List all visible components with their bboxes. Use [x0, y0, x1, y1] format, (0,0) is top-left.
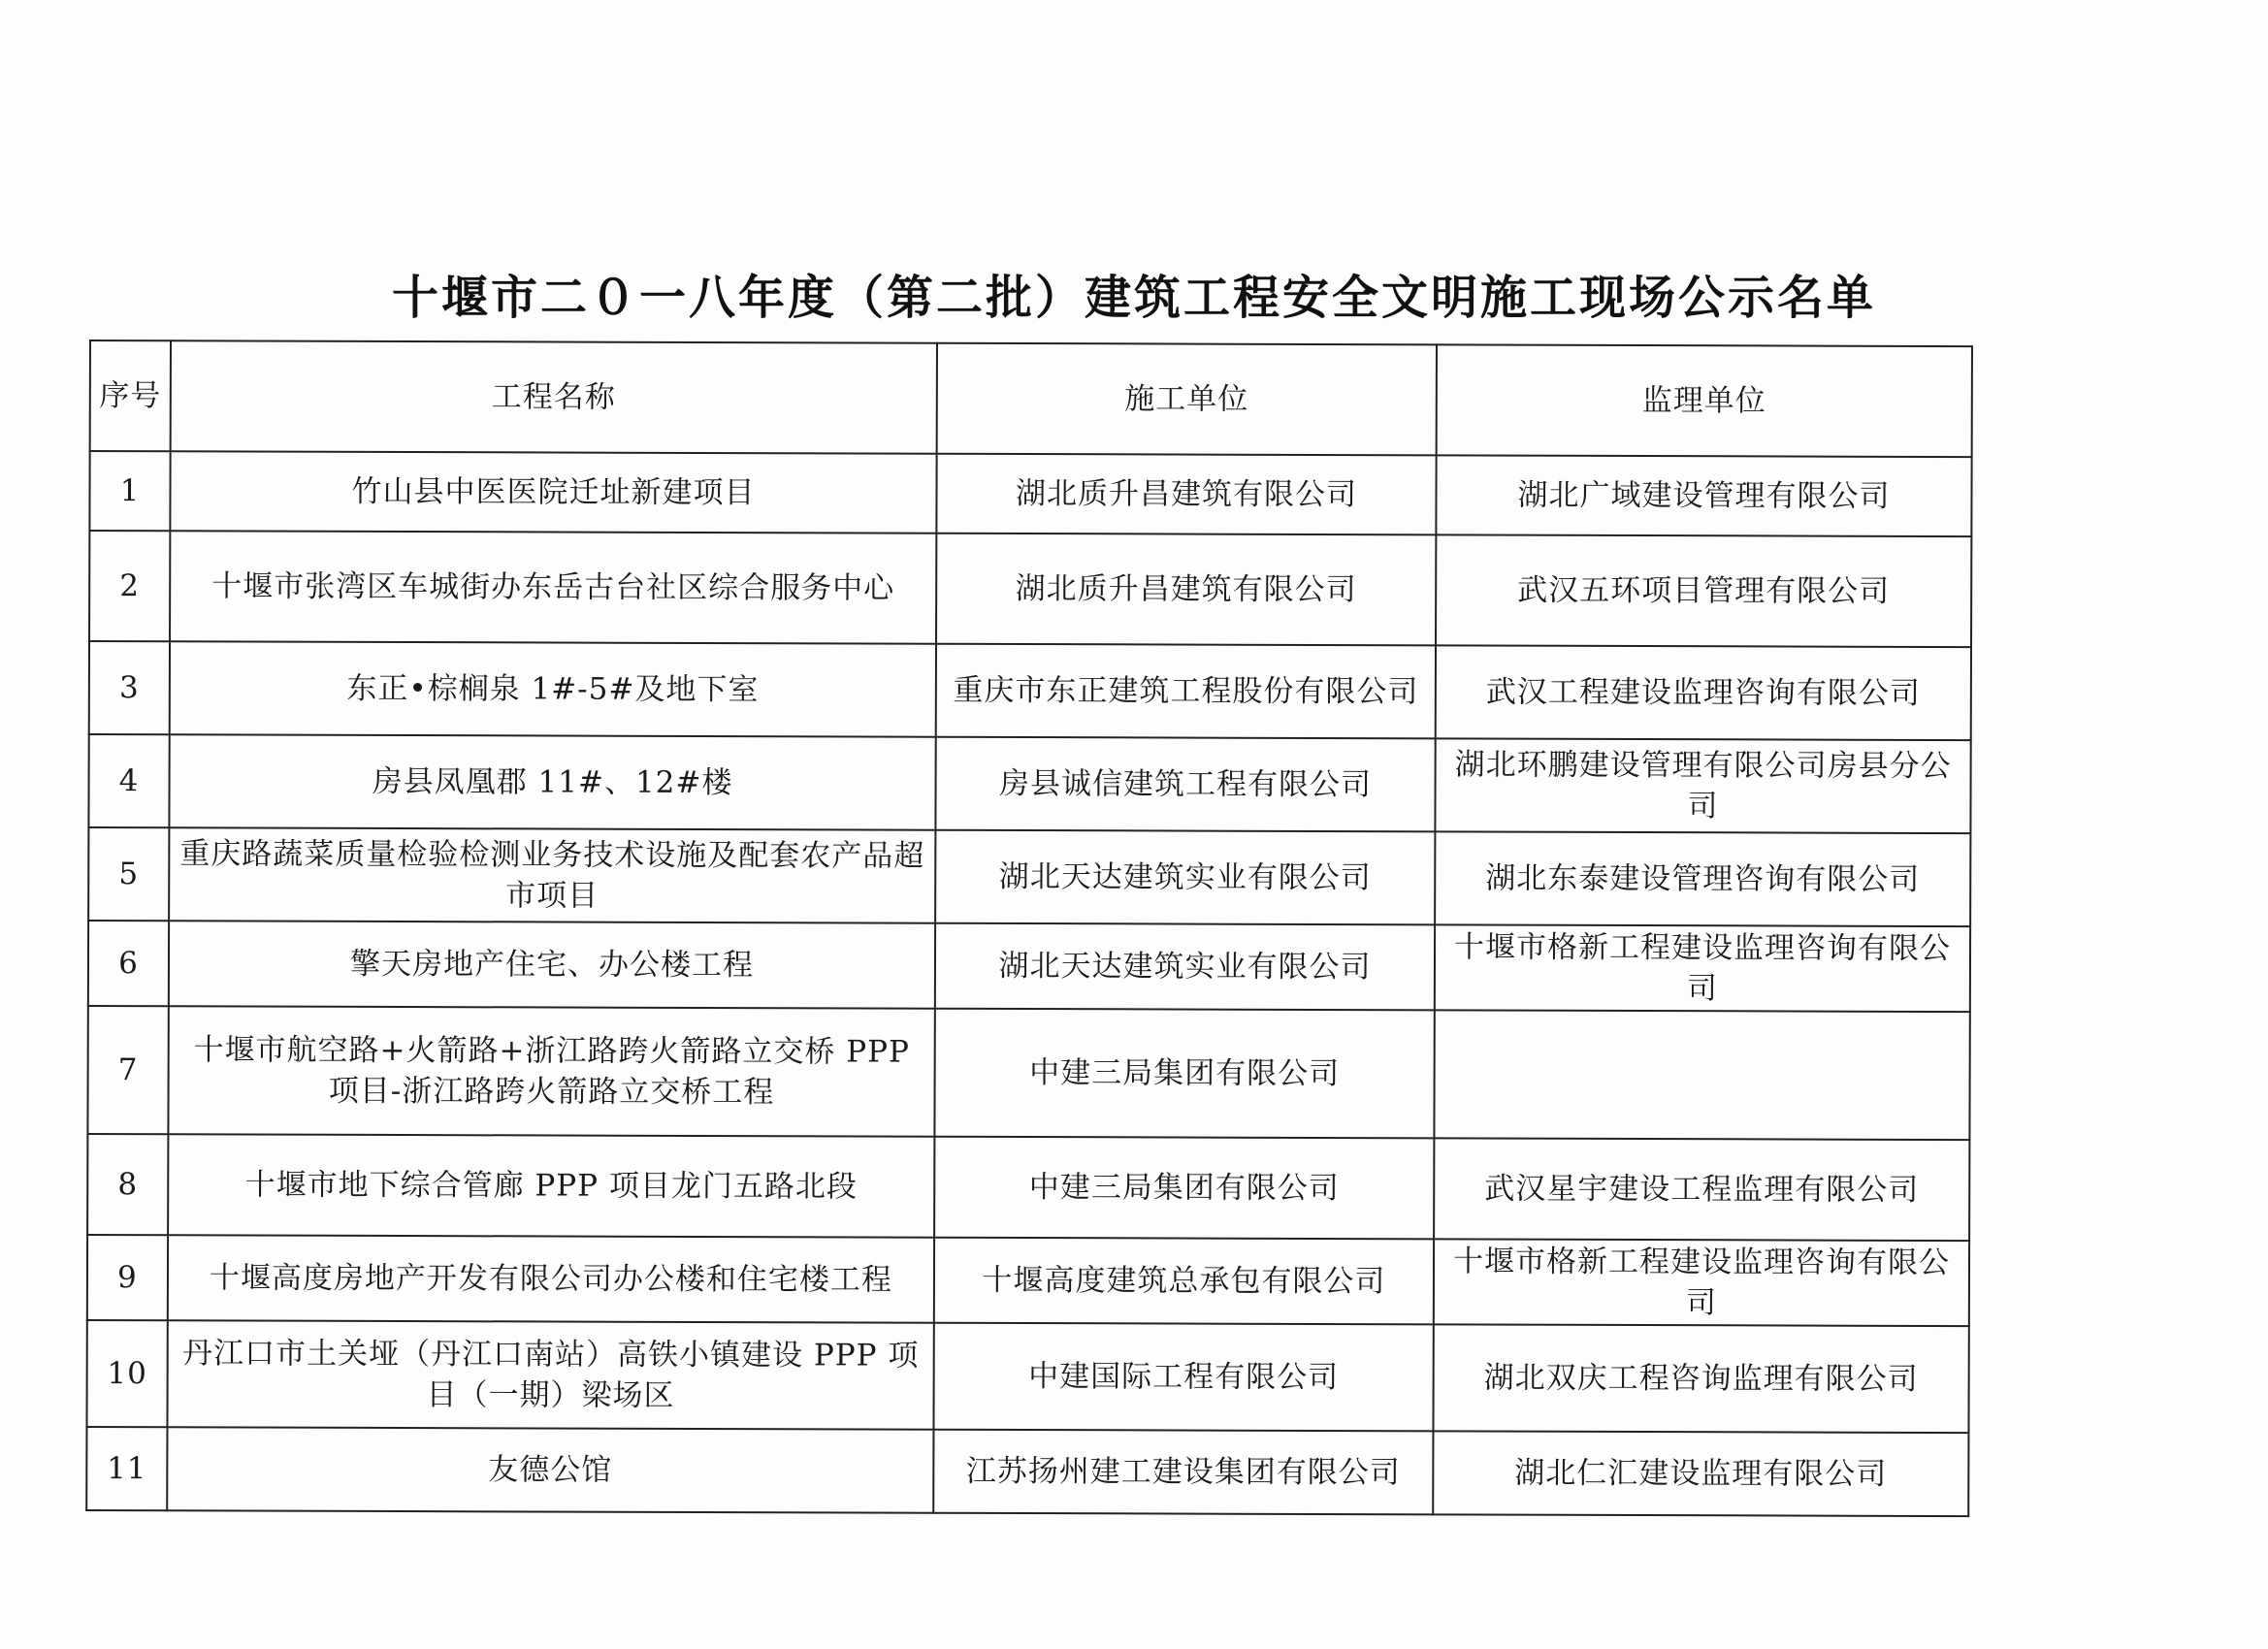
table-row — [87, 1134, 1969, 1241]
row-contractor: 十堰高度建筑总承包有限公司 — [934, 1238, 1434, 1325]
row-project: 擎天房地产住宅、办公楼工程 — [169, 921, 935, 1008]
row-no: 10 — [86, 1320, 167, 1427]
page-title: 十堰市二０一八年度（第二批）建筑工程安全文明施工现场公示名单 — [391, 271, 1876, 325]
row-no: 8 — [87, 1134, 168, 1235]
row-supervisor: 武汉五环项目管理有限公司 — [1436, 534, 1971, 647]
row-supervisor — [1434, 1010, 1969, 1140]
table-row — [86, 1427, 1968, 1516]
row-project: 十堰市张湾区车城街办东岳古台社区综合服务中心 — [170, 531, 936, 643]
header-project: 工程名称 — [171, 340, 937, 453]
row-no: 4 — [88, 734, 169, 827]
table-row — [88, 921, 1970, 1012]
row-supervisor: 十堰市格新工程建设监理咨询有限公司 — [1434, 1239, 1969, 1326]
row-project: 竹山县中医医院迁址新建项目 — [170, 451, 936, 533]
row-contractor: 房县诚信建筑工程有限公司 — [935, 737, 1435, 832]
row-contractor: 湖北天达建筑实业有限公司 — [935, 923, 1435, 1011]
row-contractor: 湖北天达建筑实业有限公司 — [935, 830, 1435, 925]
table-row — [86, 1320, 1968, 1433]
row-contractor: 重庆市东正建筑工程股份有限公司 — [936, 644, 1436, 739]
project-list-table — [85, 340, 1973, 1517]
row-supervisor: 湖北环鹏建设管理有限公司房县分公司 — [1435, 738, 1970, 833]
row-contractor: 中建国际工程有限公司 — [933, 1323, 1433, 1432]
row-project: 重庆路蔬菜质量检验检测业务技术设施及配套农产品超市项目 — [169, 827, 935, 922]
row-project: 丹江口市土关垭（丹江口南站）高铁小镇建设 PPP 项目（一期）梁场区 — [167, 1320, 933, 1429]
row-supervisor: 武汉工程建设监理咨询有限公司 — [1436, 645, 1971, 740]
row-no: 11 — [86, 1427, 167, 1510]
row-supervisor: 十堰市格新工程建设监理咨询有限公司 — [1435, 924, 1970, 1012]
row-no: 9 — [87, 1235, 168, 1320]
table-row — [87, 1235, 1969, 1326]
row-contractor: 江苏扬州建工建设集团有限公司 — [933, 1430, 1433, 1515]
header-contractor: 施工单位 — [937, 343, 1437, 456]
row-supervisor: 湖北东泰建设管理咨询有限公司 — [1435, 831, 1970, 926]
row-project: 十堰市地下综合管廊 PPP 项目龙门五路北段 — [168, 1134, 934, 1237]
row-supervisor: 湖北广域建设管理有限公司 — [1436, 455, 1971, 536]
table-header-row — [90, 340, 1972, 457]
table-row — [89, 451, 1971, 536]
row-no: 6 — [88, 921, 169, 1006]
table-row — [88, 827, 1970, 926]
header-supervisor: 监理单位 — [1437, 344, 1972, 457]
row-no: 7 — [87, 1006, 168, 1134]
row-contractor: 中建三局集团有限公司 — [934, 1009, 1434, 1139]
row-contractor: 湖北质升昌建筑有限公司 — [936, 534, 1436, 646]
row-project: 东正•棕榈泉 1#-5#及地下室 — [170, 641, 936, 736]
row-contractor: 湖北质升昌建筑有限公司 — [936, 454, 1436, 535]
row-supervisor: 湖北双庆工程咨询监理有限公司 — [1433, 1324, 1968, 1433]
row-project: 十堰高度房地产开发有限公司办公楼和住宅楼工程 — [168, 1235, 934, 1322]
row-project: 友德公馆 — [167, 1427, 933, 1512]
row-no: 2 — [89, 531, 170, 641]
table-row — [89, 641, 1971, 740]
table-row — [89, 531, 1971, 647]
header-no: 序号 — [90, 340, 171, 451]
row-supervisor: 湖北仁汇建设监理有限公司 — [1433, 1431, 1968, 1516]
row-project: 房县凤凰郡 11#、12#楼 — [169, 734, 935, 829]
row-no: 3 — [89, 641, 170, 734]
table-row — [87, 1006, 1969, 1140]
row-no: 1 — [89, 451, 170, 531]
row-project: 十堰市航空路+火箭路+浙江路跨火箭路立交桥 PPP 项目-浙江路跨火箭路立交桥工程 — [168, 1006, 934, 1136]
row-contractor: 中建三局集团有限公司 — [934, 1137, 1434, 1240]
row-no: 5 — [88, 827, 169, 921]
table-row — [88, 734, 1970, 833]
row-supervisor: 武汉星宇建设工程监理有限公司 — [1434, 1138, 1969, 1241]
